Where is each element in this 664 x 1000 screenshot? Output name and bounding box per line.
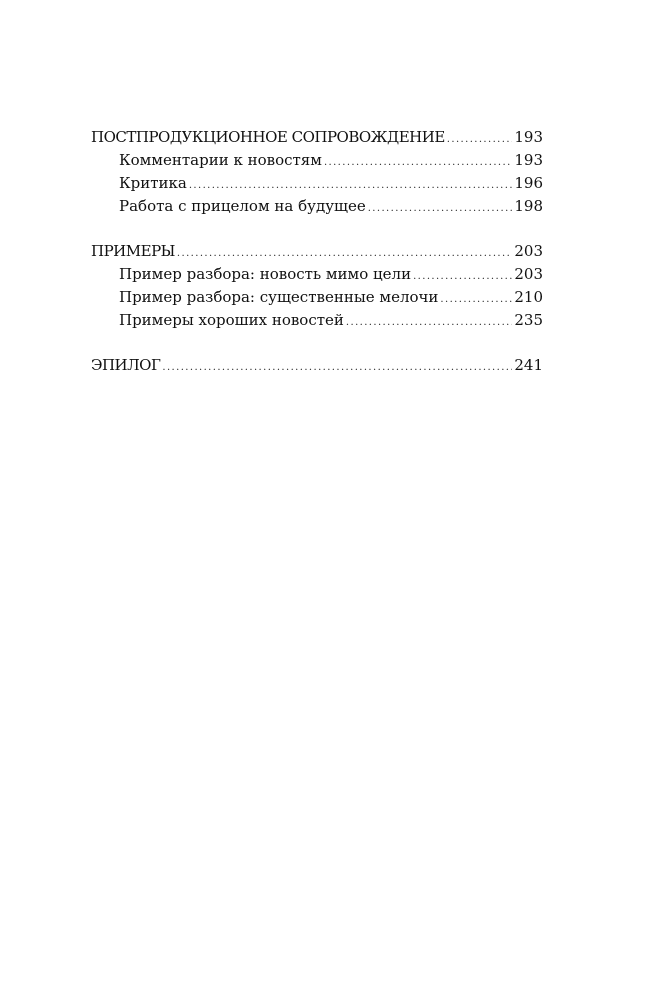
toc-subentry [91,172,543,195]
toc-entry [91,126,543,149]
toc-subentry [91,309,543,332]
toc-subentry-page: 196 [514,174,543,192]
toc-subentry-title: Примеры хороших новостей [119,311,344,329]
toc-subentry-title: Работа с прицелом на будущее [119,197,366,215]
dot-leader [177,242,512,265]
dot-leader [413,265,512,288]
toc-subentry-page: 210 [514,288,543,306]
toc-entry-page: 193 [514,128,543,146]
toc-subentry-title: Критика [119,174,187,192]
dot-leader [440,288,512,311]
toc-entry [91,240,543,263]
toc-subentry [91,195,543,218]
toc-entry [91,354,543,377]
dot-leader [368,197,513,220]
toc-entry-title: ЭПИЛОГ [91,356,161,374]
toc-subentry [91,263,543,286]
toc-subentry-page: 203 [514,265,543,283]
toc-subentry-title: Комментарии к новостям [119,151,322,169]
toc-subentry [91,286,543,309]
toc-subentry-title: Пример разбора: новость мимо цели [119,265,412,283]
toc-entry-title: ПРИМЕРЫ [91,242,175,260]
dot-leader [447,128,513,151]
toc-section-examples [91,240,543,332]
toc-subentry-page: 198 [514,197,543,215]
table-of-contents [91,126,543,399]
toc-entry-page: 241 [514,356,543,374]
toc-section-epilogue [91,354,543,377]
dot-leader [346,311,512,334]
dot-leader [162,356,512,379]
dot-leader [189,174,513,197]
toc-subentry [91,149,543,172]
toc-subentry-page: 193 [514,151,543,169]
toc-entry-page: 203 [514,242,543,260]
dot-leader [324,151,512,174]
toc-subentry-title: Пример разбора: существенные мелочи [119,288,439,306]
toc-subentry-page: 235 [514,311,543,329]
toc-entry-title: ПОСТПРОДУКЦИОННОЕ СОПРОВОЖДЕНИЕ [91,128,445,146]
toc-section-postproduction [91,126,543,218]
